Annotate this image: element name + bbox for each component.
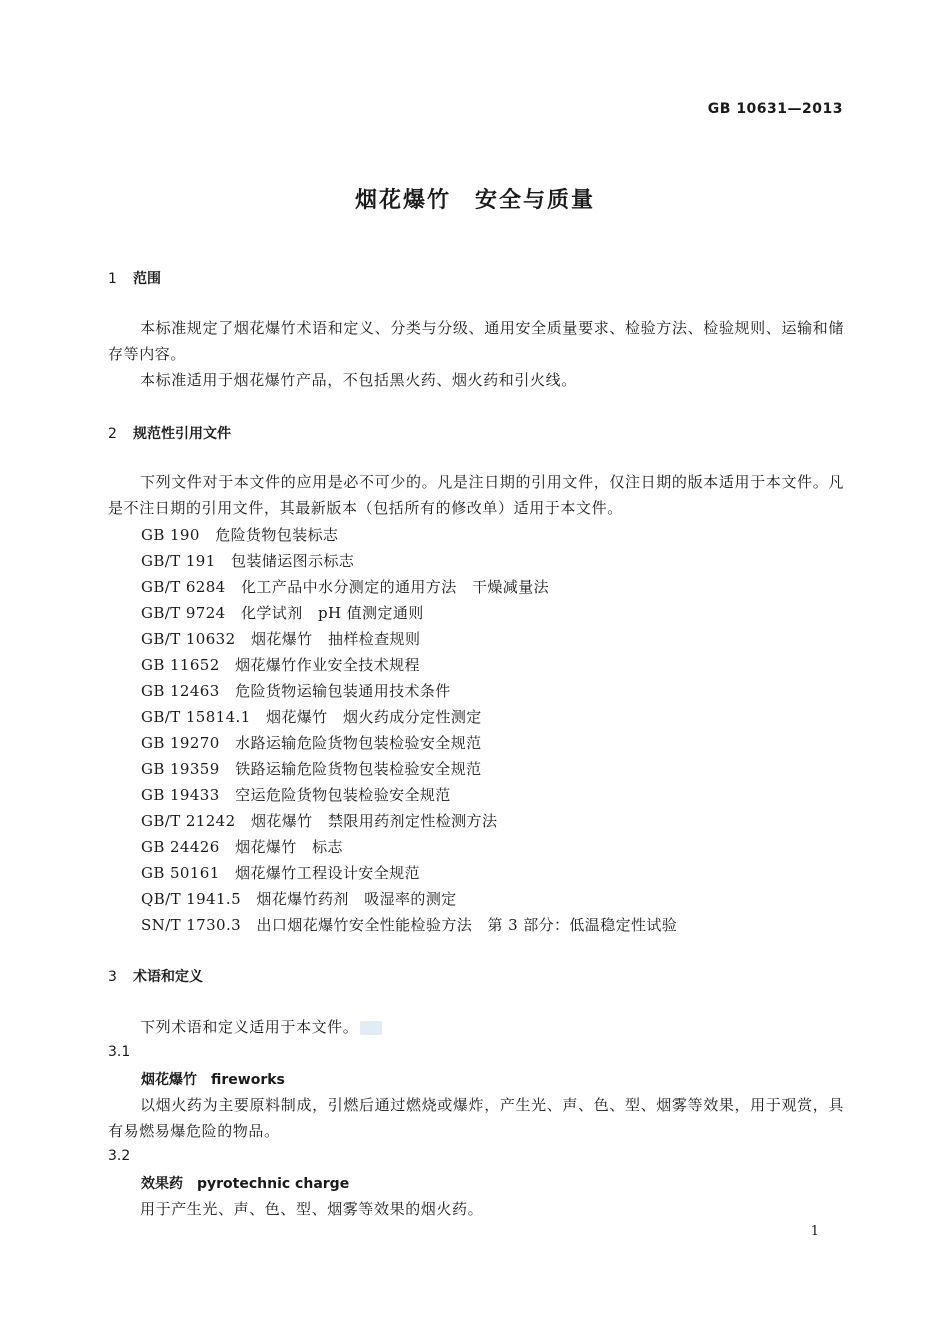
reference-item: GB/T 21242 烟花爆竹 禁限用药剂定性检测方法	[141, 812, 498, 830]
reference-item: GB 11652 烟花爆竹作业安全技术规程	[141, 656, 420, 674]
term-name: 效果药 pyrotechnic charge	[141, 1176, 350, 1192]
section-title: 规范性引用文件	[133, 426, 231, 442]
term-definition: 以烟火药为主要原料制成，引燃后通过燃烧或爆炸，产生光、声、色、型、烟雾等效果，用于观赏，具有易燃易爆危险的物品。	[108, 1096, 844, 1140]
reference-item: GB/T 9724 化学试剂 pH 值测定通则	[141, 604, 424, 622]
reference-item: GB 24426 烟花爆竹 标志	[141, 838, 343, 856]
reference-item: GB/T 6284 化工产品中水分测定的通用方法 干燥减量法	[141, 578, 550, 596]
reference-item: GB/T 15814.1 烟花爆竹 烟火药成分定性测定	[141, 708, 482, 726]
terms-intro	[108, 1014, 844, 1040]
term-name: 烟花爆竹 fireworks	[141, 1072, 285, 1088]
section-heading-1	[108, 268, 161, 288]
reference-item: GB 19359 铁路运输危险货物包装检验安全规范	[141, 760, 482, 778]
section-title: 范围	[133, 271, 161, 287]
reference-item: QB/T 1941.5 烟花爆竹药剂 吸湿率的测定	[141, 890, 457, 908]
watermark-logo	[360, 1021, 382, 1035]
page-number: 1	[810, 1224, 819, 1239]
section-number: 3	[108, 969, 117, 985]
term-number: 3.2	[108, 1148, 131, 1164]
scope-paragraph-2: 本标准适用于烟花爆竹产品，不包括黑火药、烟火药和引火线。	[140, 371, 577, 389]
section-number: 1	[108, 271, 117, 287]
reference-item: GB 19433 空运危险货物包装检验安全规范	[141, 786, 451, 804]
section-number: 2	[108, 426, 117, 442]
document-title: 烟花爆竹 安全与质量	[354, 188, 595, 213]
term-number: 3.1	[108, 1044, 131, 1060]
reference-item: GB 19270 水路运输危险货物包装检验安全规范	[141, 734, 482, 752]
section-heading-3	[108, 966, 203, 986]
reference-item: SN/T 1730.3 出口烟花爆竹安全性能检验方法 第 3 部分：低温稳定性试验	[141, 916, 678, 934]
reference-item: GB 50161 烟花爆竹工程设计安全规范	[141, 864, 420, 882]
section-title: 术语和定义	[133, 969, 203, 985]
terms-intro-text: 下列术语和定义适用于本文件。	[140, 1018, 359, 1036]
reference-item: GB/T 10632 烟花爆竹 抽样检查规则	[141, 630, 421, 648]
scope-paragraph-1: 本标准规定了烟花爆竹术语和定义、分类与分级、通用安全质量要求、检验方法、检验规则、运输和储存等内容。	[108, 319, 844, 363]
reference-item: GB 190 危险货物包装标志	[141, 526, 339, 544]
reference-item: GB/T 191 包装储运图示标志	[141, 552, 355, 570]
standard-code: GB 10631—2013	[707, 101, 843, 117]
term-definition: 用于产生光、声、色、型、烟雾等效果的烟火药。	[140, 1200, 484, 1218]
reference-item: GB 12463 危险货物运输包装通用技术条件	[141, 682, 451, 700]
normative-intro: 下列文件对于本文件的应用是必不可少的。凡是注日期的引用文件，仅注日期的版本适用于本文件。凡是不注日期的引用文件，其最新版本（包括所有的修改单）适用于本文件。	[108, 473, 844, 517]
section-heading-2	[108, 423, 231, 443]
